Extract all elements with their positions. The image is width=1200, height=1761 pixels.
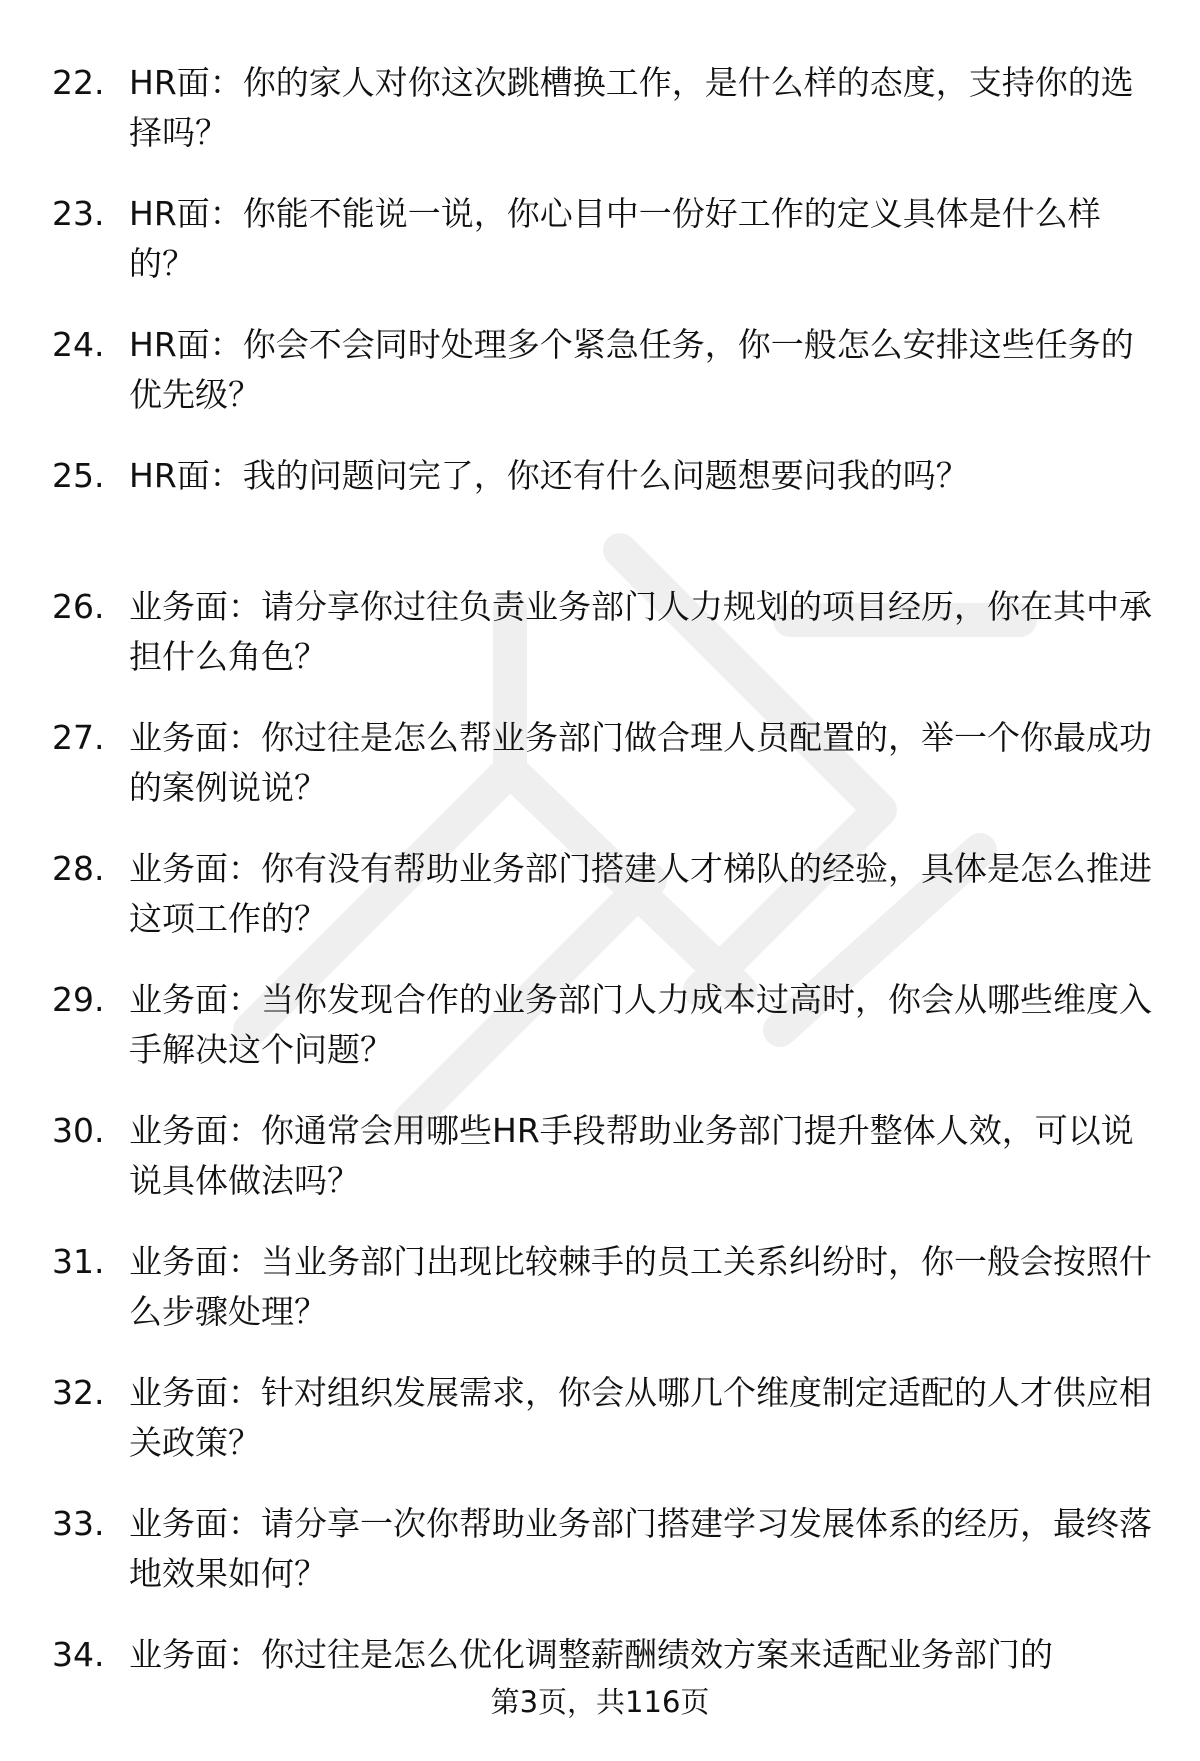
question-number: 31. [52, 1242, 105, 1281]
question-item [0, 1237, 1200, 1368]
question-text: 业务面：针对组织发展需求，你会从哪几个维度制定适配的人才供应相关政策？ [129, 1373, 1152, 1462]
question-text: 业务面：请分享你过往负责业务部门人力规划的项目经历，你在其中承担什么角色？ [129, 587, 1152, 676]
question-number: 28. [52, 849, 105, 888]
question-item [0, 1106, 1200, 1237]
page-footer: 第3页，共116页 [490, 1685, 710, 1719]
question-item [0, 975, 1200, 1106]
question-item [0, 320, 1200, 451]
question-number: 33. [52, 1504, 105, 1543]
question-list [0, 58, 1200, 1761]
question-number: 27. [52, 718, 105, 757]
question-item [0, 451, 1200, 582]
question-text: HR面：我的问题问完了，你还有什么问题想要问我的吗？ [129, 456, 969, 495]
question-item [0, 1499, 1200, 1630]
question-item [0, 58, 1200, 189]
question-text: 业务面：当业务部门出现比较棘手的员工关系纠纷时，你一般会按照什么步骤处理？ [129, 1242, 1152, 1331]
question-number: 23. [52, 194, 105, 233]
question-number: 30. [52, 1111, 105, 1150]
question-text: HR面：你会不会同时处理多个紧急任务，你一般怎么安排这些任务的优先级？ [129, 325, 1134, 414]
question-number: 26. [52, 587, 105, 626]
question-item [0, 713, 1200, 844]
question-item [0, 844, 1200, 975]
question-number: 22. [52, 63, 105, 102]
question-text: 业务面：请分享一次你帮助业务部门搭建学习发展体系的经历，最终落地效果如何？ [129, 1504, 1152, 1593]
question-text: 业务面：你过往是怎么帮业务部门做合理人员配置的，举一个你最成功的案例说说？ [129, 718, 1152, 807]
question-item [0, 582, 1200, 713]
question-number: 29. [52, 980, 105, 1019]
question-text: 业务面：你有没有帮助业务部门搭建人才梯队的经验，具体是怎么推进这项工作的？ [129, 849, 1152, 938]
question-number: 24. [52, 325, 105, 364]
question-number: 25. [52, 456, 105, 495]
question-text: HR面：你的家人对你这次跳槽换工作，是什么样的态度，支持你的选择吗？ [129, 63, 1134, 152]
question-item [0, 189, 1200, 320]
question-number: 32. [52, 1373, 105, 1412]
question-text: 业务面：当你发现合作的业务部门人力成本过高时，你会从哪些维度入手解决这个问题？ [129, 980, 1152, 1069]
question-text: 业务面：你通常会用哪些HR手段帮助业务部门提升整体人效，可以说说具体做法吗？ [129, 1111, 1134, 1200]
question-number: 34. [52, 1635, 105, 1674]
question-item [0, 1368, 1200, 1499]
question-text: 业务面：你过往是怎么优化调整薪酬绩效方案来适配业务部门的 [129, 1635, 1053, 1674]
question-text: HR面：你能不能说一说，你心目中一份好工作的定义具体是什么样的？ [129, 194, 1101, 283]
